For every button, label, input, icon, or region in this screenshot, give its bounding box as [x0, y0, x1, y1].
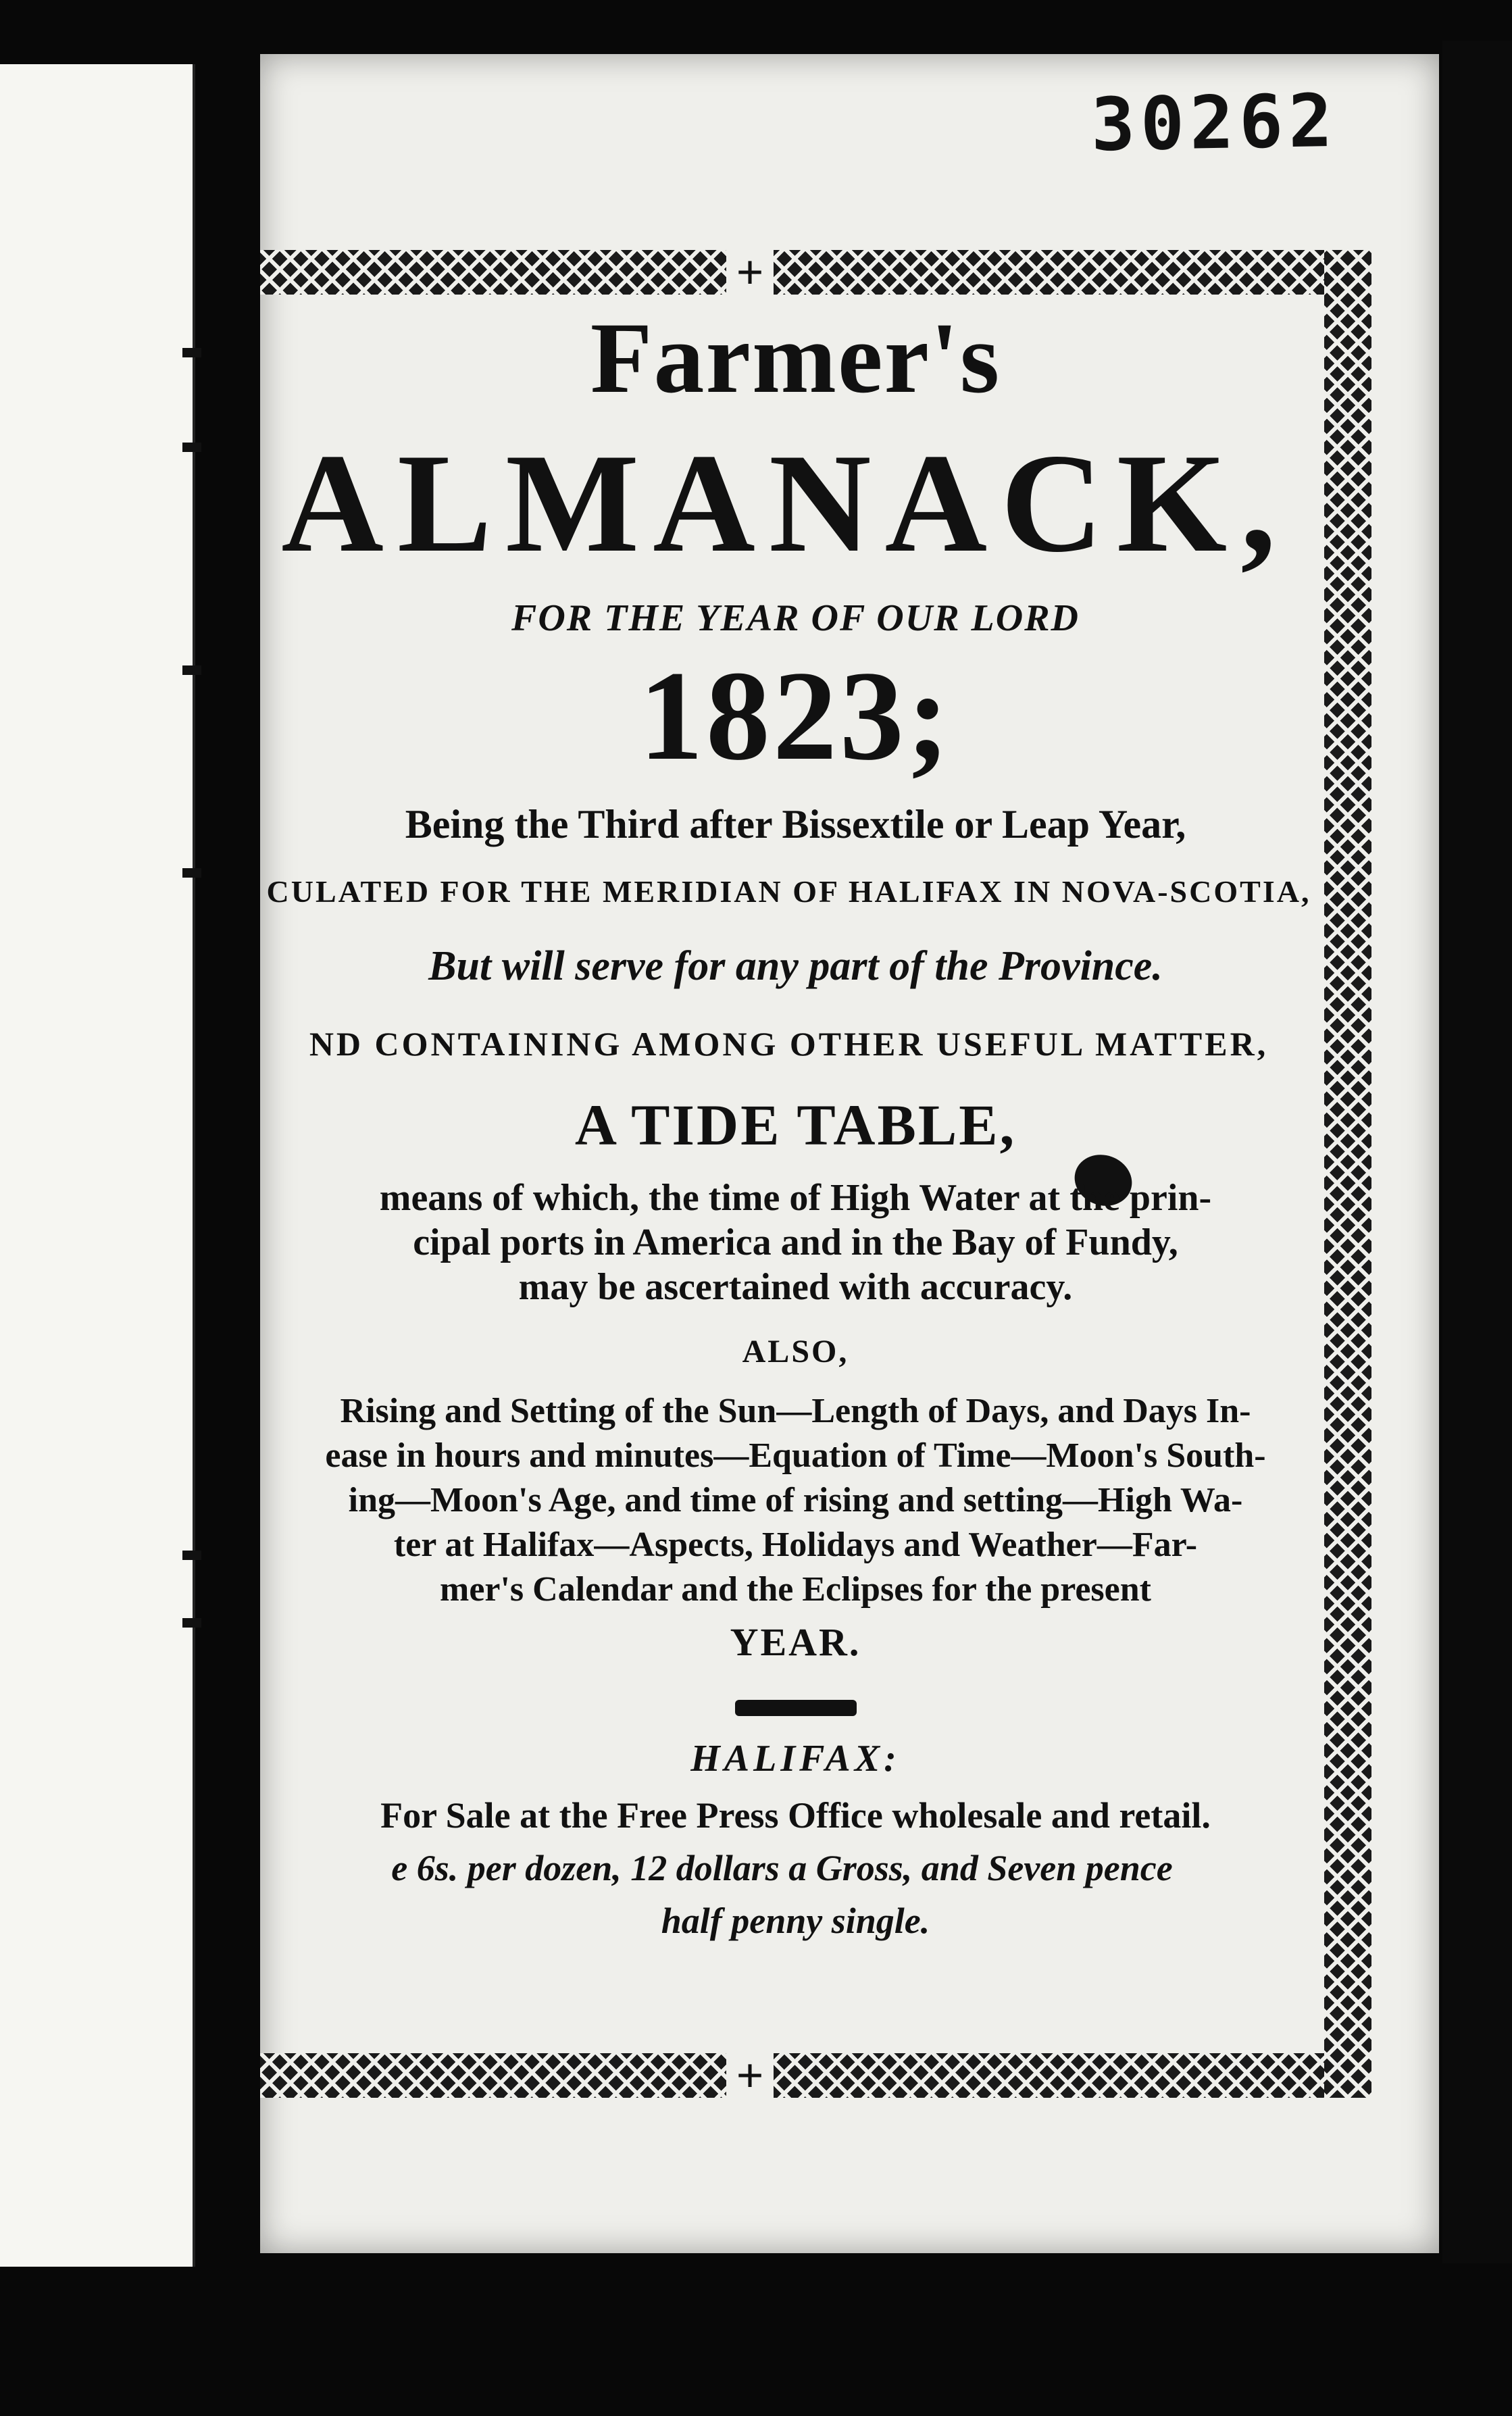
also-line: mer's Calendar and the Eclipses for the present — [440, 1570, 1151, 1609]
imprint-single: half penny single. — [661, 1901, 930, 1941]
page-edge-mark — [182, 1551, 201, 1560]
tide-table-heading: A TIDE TABLE, — [574, 1092, 1017, 1157]
border-top — [260, 250, 1371, 295]
also-line: Rising and Setting of the Sun—Length of Days, and Days In- — [340, 1392, 1251, 1430]
left-page-edge — [0, 64, 195, 2267]
border-right — [1324, 250, 1371, 2098]
subtitle-being: Being the Third after Bissextile or Leap Year, — [405, 802, 1186, 847]
title-year-number: 1823; — [638, 645, 953, 787]
page-edge-mark — [182, 1618, 201, 1628]
imprint-place: HALIFAX: — [690, 1738, 901, 1780]
divider-rule — [735, 1700, 857, 1716]
binding-edge — [1442, 41, 1512, 2263]
page-edge-mark — [182, 348, 201, 357]
imprint-sale: For Sale at the Free Press Office wholesale and retail. — [380, 1795, 1211, 1836]
page-edge-mark — [182, 665, 201, 675]
also-line: ter at Halifax—Aspects, Holidays and Weather—Far- — [393, 1526, 1198, 1564]
tide-table-line: cipal ports in America and in the Bay of Fundy, — [413, 1222, 1178, 1263]
also-heading: ALSO, — [742, 1334, 849, 1369]
also-line: ease in hours and minutes—Equation of Time—Moon's South- — [325, 1436, 1266, 1475]
title-year-of-lord: FOR THE YEAR OF OUR LORD — [511, 597, 1080, 639]
page-edge-mark — [182, 443, 201, 452]
page-edge-mark — [182, 868, 201, 878]
border-bottom — [260, 2053, 1371, 2098]
subtitle-containing: ND CONTAINING AMONG OTHER USEFUL MATTER, — [309, 1025, 1269, 1063]
border-ornament-top: + — [726, 250, 774, 295]
also-line: ing—Moon's Age, and time of rising and setting—High Wa- — [348, 1481, 1243, 1519]
catalog-number: 30262 — [1090, 78, 1339, 168]
title-content — [260, 297, 1331, 1947]
tide-table-line: may be ascertained with accuracy. — [518, 1266, 1073, 1308]
title-farmers: Farmer's — [590, 302, 1001, 414]
subtitle-serve: But will serve for any part of the Province. — [428, 943, 1163, 989]
border-ornament-bottom: + — [726, 2053, 774, 2098]
imprint-price: e 6s. per dozen, 12 dollars a Gross, and Seven pence — [391, 1848, 1173, 1888]
subtitle-calculated: CULATED FOR THE MERIDIAN OF HALIFAX IN NOVA-SCOTIA, — [266, 874, 1311, 909]
also-year-word: YEAR. — [730, 1620, 861, 1664]
tide-table-line: means of which, the time of High Water at the prin- — [379, 1177, 1212, 1219]
title-almanack: ALMANACK, — [281, 425, 1290, 582]
